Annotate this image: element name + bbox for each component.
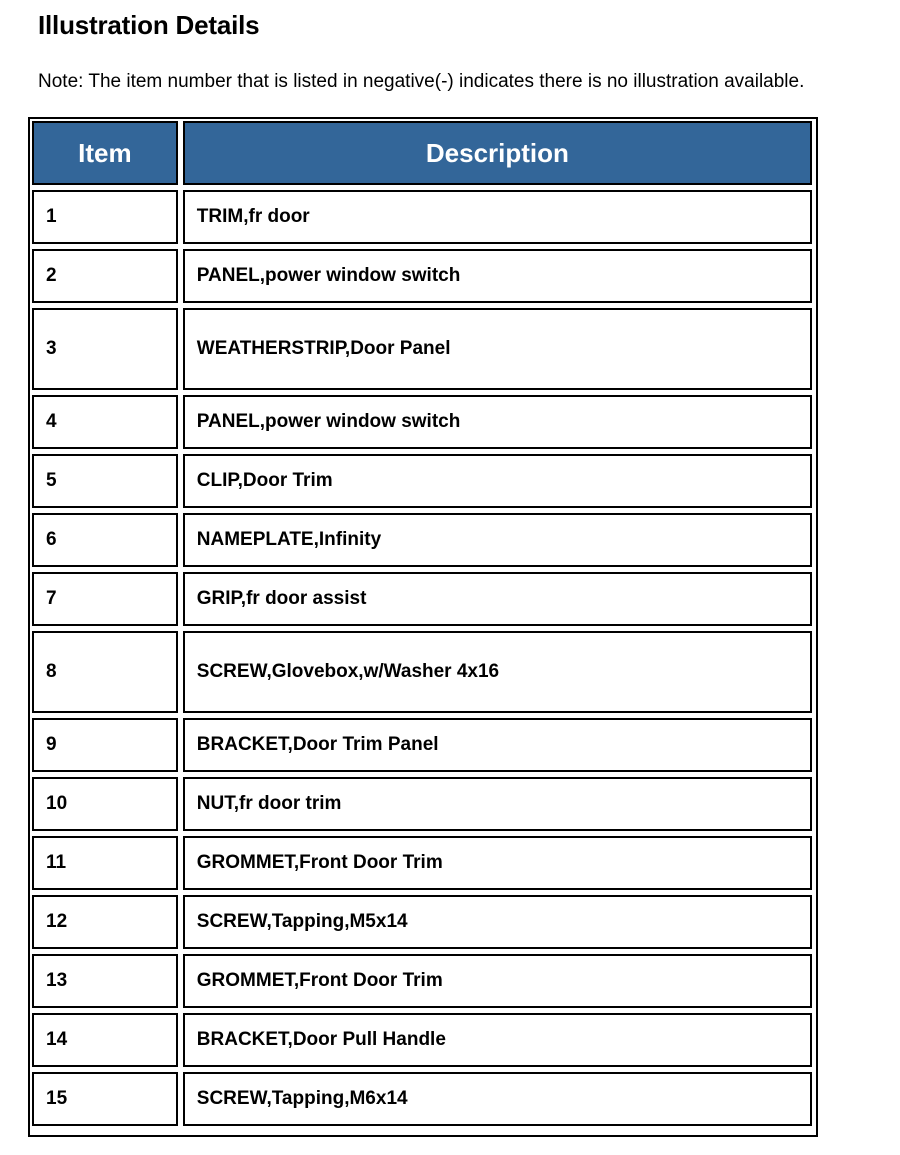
item-number-cell: 14 — [32, 1013, 178, 1067]
column-header-description: Description — [183, 121, 812, 185]
description-cell: GRIP,fr door assist — [183, 572, 812, 626]
parts-table-frame — [28, 117, 818, 1137]
description-cell: NAMEPLATE,Infinity — [183, 513, 812, 567]
table-row — [32, 572, 812, 626]
table-row — [32, 513, 812, 567]
item-number-cell: 4 — [32, 395, 178, 449]
item-number-cell: 7 — [32, 572, 178, 626]
page-title: Illustration Details — [38, 10, 260, 40]
table-row — [32, 777, 812, 831]
column-header-item: Item — [32, 121, 178, 185]
table-row — [32, 249, 812, 303]
description-cell: BRACKET,Door Pull Handle — [183, 1013, 812, 1067]
item-number-cell: 12 — [32, 895, 178, 949]
table-row — [32, 190, 812, 244]
description-cell: SCREW,Glovebox,w/Washer 4x16 — [183, 631, 812, 713]
table-row — [32, 308, 812, 390]
item-number-cell: 6 — [32, 513, 178, 567]
table-row — [32, 631, 812, 713]
description-cell: SCREW,Tapping,M5x14 — [183, 895, 812, 949]
item-number-cell: 11 — [32, 836, 178, 890]
parts-table — [27, 116, 817, 1131]
table-row — [32, 1072, 812, 1126]
item-number-cell: 10 — [32, 777, 178, 831]
description-cell: CLIP,Door Trim — [183, 454, 812, 508]
description-cell: PANEL,power window switch — [183, 249, 812, 303]
table-header-row — [32, 121, 812, 185]
item-number-cell: 2 — [32, 249, 178, 303]
item-number-cell: 15 — [32, 1072, 178, 1126]
description-cell: WEATHERSTRIP,Door Panel — [183, 308, 812, 390]
item-number-cell: 1 — [32, 190, 178, 244]
description-cell: GROMMET,Front Door Trim — [183, 954, 812, 1008]
description-cell: BRACKET,Door Trim Panel — [183, 718, 812, 772]
table-row — [32, 1013, 812, 1067]
item-number-cell: 8 — [32, 631, 178, 713]
table-row — [32, 454, 812, 508]
table-row — [32, 954, 812, 1008]
description-cell: SCREW,Tapping,M6x14 — [183, 1072, 812, 1126]
item-number-cell: 5 — [32, 454, 178, 508]
item-number-cell: 3 — [32, 308, 178, 390]
table-row — [32, 718, 812, 772]
table-row — [32, 836, 812, 890]
description-cell: GROMMET,Front Door Trim — [183, 836, 812, 890]
description-cell: NUT,fr door trim — [183, 777, 812, 831]
table-row — [32, 895, 812, 949]
description-cell: PANEL,power window switch — [183, 395, 812, 449]
item-number-cell: 13 — [32, 954, 178, 1008]
illustration-note: Note: The item number that is listed in negative(-) indicates there is no illustration available. — [38, 71, 805, 92]
item-number-cell: 9 — [32, 718, 178, 772]
table-row — [32, 395, 812, 449]
description-cell: TRIM,fr door — [183, 190, 812, 244]
